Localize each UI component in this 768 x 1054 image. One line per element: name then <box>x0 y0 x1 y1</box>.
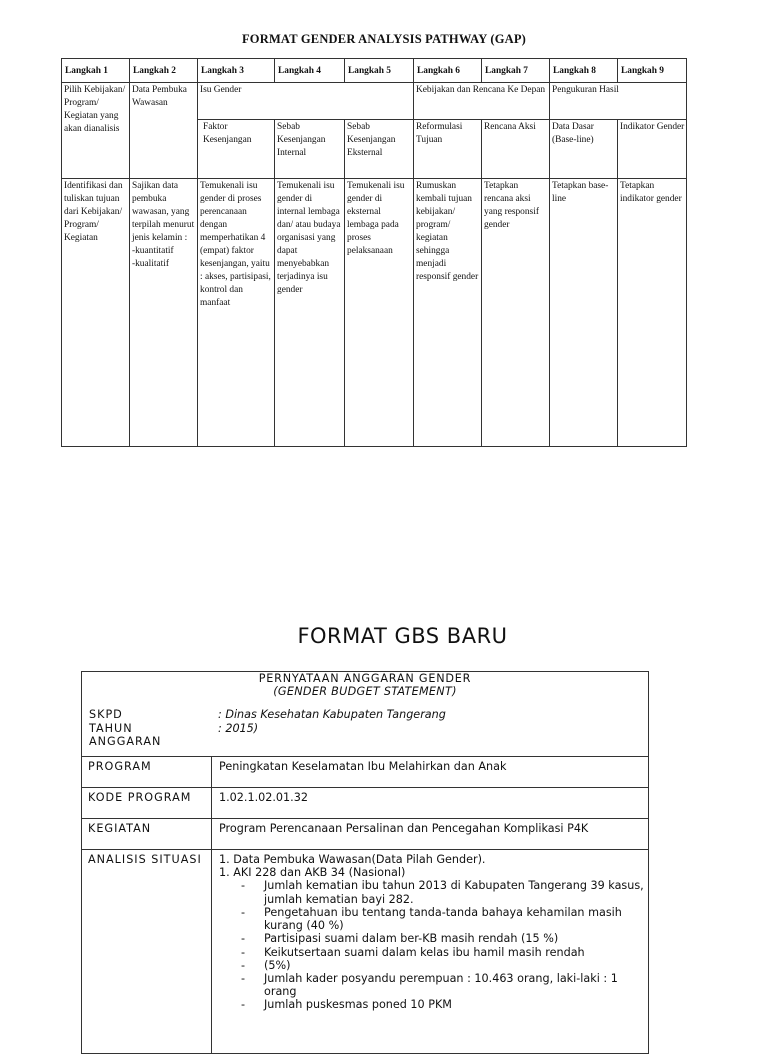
gbs-kegiatan-value: Program Perencanaan Persalinan dan Pencegahan Komplikasi P4K <box>212 819 649 850</box>
gap-row-group <box>62 83 687 120</box>
gbs-analisis-line2: 1. AKI 228 dan AKB 34 (Nasional) <box>219 866 406 880</box>
gbs-header-line2: (GENDER BUDGET STATEMENT) <box>273 685 457 699</box>
gap-row-instructions <box>62 179 687 447</box>
gbs-kegiatan-row <box>82 819 649 850</box>
gap-table <box>61 58 687 447</box>
gbs-header-row <box>82 672 649 757</box>
gbs-kode-value: 1.02.1.02.01.32 <box>212 788 649 819</box>
gap-header-6: Langkah 6 <box>414 59 482 83</box>
gap-cell-isu-gender: Isu Gender <box>198 83 414 120</box>
list-item: - Keikutsertaan suami dalam kelas ibu hamil masih rendah <box>264 946 644 959</box>
gap-cell-kebijakan: Kebijakan dan Rencana Ke Depan <box>414 83 550 120</box>
gap-cell-identifikasi: Identifikasi dan tuliskan tujuan dari Kebijakan/ Program/ Kegiatan <box>62 179 130 447</box>
gbs-analisis-label: ANALISIS SITUASI <box>82 850 212 1054</box>
gap-cell-pengukuran: Pengukuran Hasil <box>550 83 687 120</box>
gbs-skpd-labels <box>82 708 213 748</box>
gbs-kode-label: KODE PROGRAM <box>82 788 212 819</box>
gap-cell-data-pembuka: Data Pembuka Wawasan <box>130 83 198 179</box>
gap-cell-sebab-internal: Sebab Kesenjangan Internal <box>275 120 345 179</box>
gap-header-3: Langkah 3 <box>198 59 275 83</box>
gap-cell-temukenali-eksternal: Temukenali isu gender di eksternal lembaga pada proses pelaksanaan <box>345 179 414 447</box>
gbs-header-line1: PERNYATAAN ANGGARAN GENDER <box>258 672 472 685</box>
gbs-analisis-list <box>219 879 644 1011</box>
list-item: - Jumlah kematian ibu tahun 2013 di Kabupaten Tangerang 39 kasus, jumlah kematian bayi 282. <box>264 879 644 905</box>
list-item: - Jumlah kader posyandu perempuan : 10.463 orang, laki-laki : 1 orang <box>264 972 644 998</box>
gap-cell-rumuskan: Rumuskan kembali tujuan kebijakan/ program/ kegiatan sehingga menjadi responsif gender <box>414 179 482 447</box>
gbs-kegiatan-label: KEGIATAN <box>82 819 212 850</box>
gbs-program-row <box>82 757 649 788</box>
gap-sajikan-text: Sajikan data pembuka wawasan, yang terpilah menurut jenis kelamin : <box>132 181 195 243</box>
gbs-skpd-values <box>213 708 446 748</box>
gap-header-8: Langkah 8 <box>550 59 618 83</box>
gbs-analisis-row <box>82 850 649 1054</box>
gbs-header <box>82 672 648 708</box>
gap-cell-pilih: Pilih Kebijakan/ Program/ Kegiatan yang akan dianalisis <box>62 83 130 179</box>
gap-cell-indikator: Indikator Gender <box>618 120 687 179</box>
gap-cell-tetapkan-rencana: Tetapkan rencana aksi yang responsif gender <box>482 179 550 447</box>
gbs-kode-row <box>82 788 649 819</box>
gap-cell-temukenali-perencanaan: Temukenali isu gender di proses perencanaan dengan memperhatikan 4 (empat) faktor kesenjangan, yaitu : akses, partisipasi, kontrol dan manfaat <box>198 179 275 447</box>
gap-cell-tetapkan-baseline: Tetapkan base-line <box>550 179 618 447</box>
gbs-tahun-value: : 2015) <box>218 721 259 735</box>
gap-header-1: Langkah 1 <box>62 59 130 83</box>
gap-cell-tetapkan-indikator: Tetapkan indikator gender <box>618 179 687 447</box>
gap-header-row <box>62 59 687 83</box>
gap-header-2: Langkah 2 <box>130 59 198 83</box>
list-item: - Pengetahuan ibu tentang tanda-tanda bahaya kehamilan masih kurang (40 %) <box>264 906 644 932</box>
gbs-analisis-line1: 1. Data Pembuka Wawasan(Data Pilah Gender). <box>219 853 486 866</box>
gap-cell-temukenali-internal: Temukenali isu gender di internal lembaga dan/ atau budaya organisasi yang dapat menyebabkan terjadinya isu gender <box>275 179 345 447</box>
gap-cell-data-dasar: Data Dasar (Base-line) <box>550 120 618 179</box>
gbs-tahun-label-2: ANGGARAN <box>89 734 162 748</box>
gap-header-7: Langkah 7 <box>482 59 550 83</box>
gbs-program-value: Peningkatan Keselamatan Ibu Melahirkan dan Anak <box>212 757 649 788</box>
gap-cell-reformulasi: Reformulasi Tujuan <box>414 120 482 179</box>
gap-sajikan-kualitatif: -kualitatif <box>132 258 169 269</box>
gbs-skpd-block <box>82 708 648 748</box>
gap-cell-sajikan <box>130 179 198 447</box>
gbs-analisis-value <box>212 850 649 1054</box>
gap-cell-faktor: Faktor Kesenjangan <box>198 120 275 179</box>
list-item: - Partisipasi suami dalam ber-KB masih rendah (15 %) <box>264 932 644 945</box>
gbs-skpd-label: SKPD <box>89 708 123 722</box>
gap-header-5: Langkah 5 <box>345 59 414 83</box>
gap-header-4: Langkah 4 <box>275 59 345 83</box>
gap-title: FORMAT GENDER ANALYSIS PATHWAY (GAP) <box>241 32 527 46</box>
gbs-title: FORMAT GBS BARU <box>297 624 508 648</box>
gap-cell-sebab-eksternal: Sebab Kesenjangan Eksternal <box>345 120 414 179</box>
gap-header-9: Langkah 9 <box>618 59 687 83</box>
gbs-program-label: PROGRAM <box>82 757 212 788</box>
gbs-table <box>81 671 649 1054</box>
gap-sajikan-kuantitatif: -kuantitatif <box>132 245 174 256</box>
gbs-skpd-value: : Dinas Kesehatan Kabupaten Tangerang <box>218 708 446 722</box>
gbs-header-cell <box>82 672 649 757</box>
list-item: - (5%) <box>264 959 644 972</box>
gap-cell-rencana-aksi: Rencana Aksi <box>482 120 550 179</box>
gbs-tahun-label-1: TAHUN <box>89 721 133 735</box>
list-item: - Jumlah puskesmas poned 10 PKM <box>264 998 644 1011</box>
